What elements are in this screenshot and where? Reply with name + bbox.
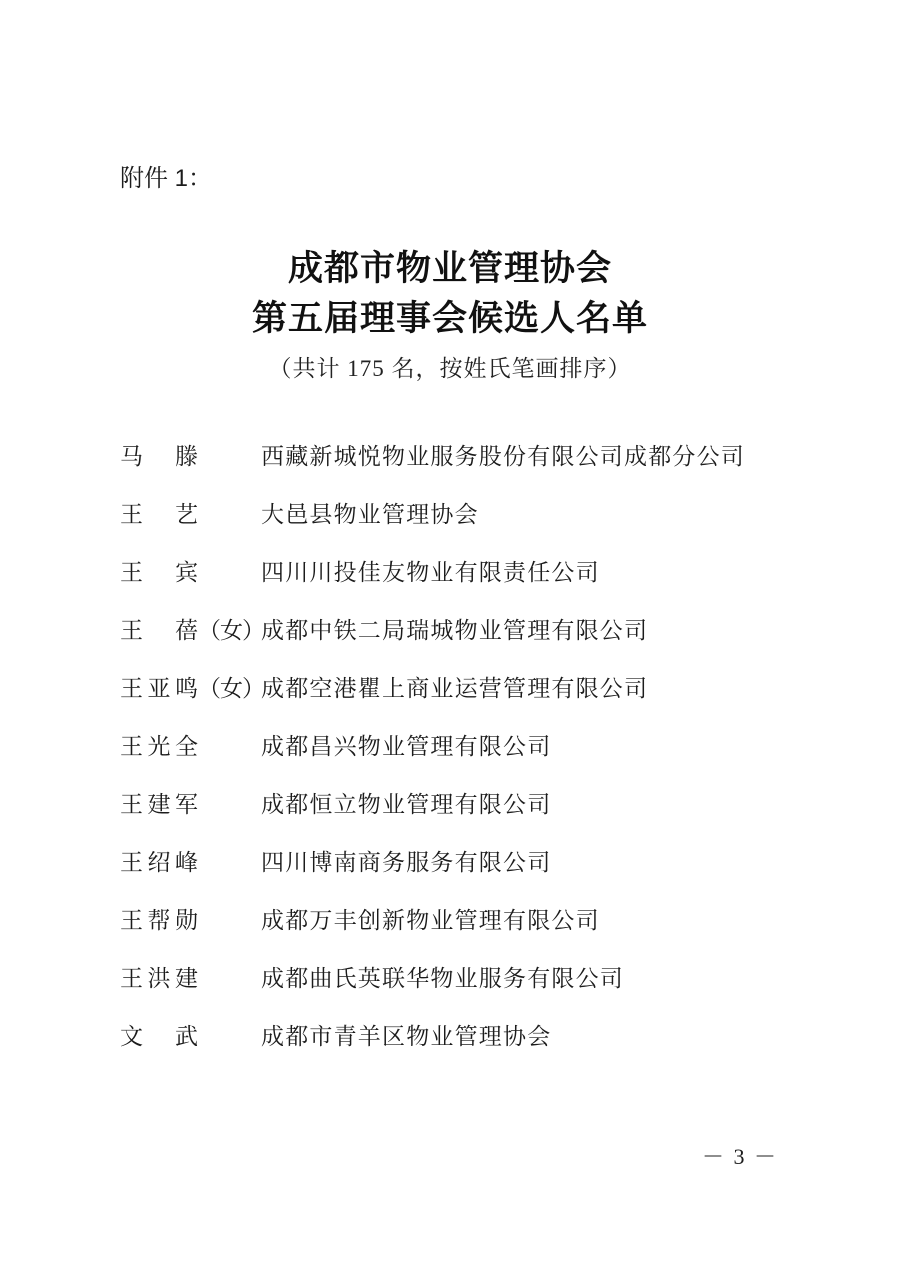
title-line-1: 成都市物业管理协会 — [287, 249, 612, 288]
candidate-name: 文武 — [120, 1024, 198, 1049]
candidate-row — [120, 444, 780, 470]
candidate-company: 成都恒立物业管理有限公司 — [261, 792, 552, 817]
candidate-company: 成都曲氏英联华物业服务有限公司 — [261, 966, 624, 991]
candidate-row — [120, 966, 780, 992]
candidate-gender-marker: （女） — [198, 618, 264, 643]
document-subtitle: （共计 175 名，按姓氏笔画排序） — [268, 356, 632, 381]
candidate-name: 王建军 — [120, 792, 198, 817]
candidate-name: 王帮勋 — [120, 908, 198, 933]
candidate-name: 王洪建 — [120, 966, 198, 991]
candidate-name: 马滕 — [120, 444, 198, 469]
document-title — [0, 244, 900, 344]
candidate-row — [120, 850, 780, 876]
candidate-row — [120, 676, 780, 702]
candidate-company: 成都中铁二局瑞城物业管理有限公司 — [261, 618, 649, 643]
candidate-company: 成都万丰创新物业管理有限公司 — [261, 908, 600, 933]
candidate-name: 王艺 — [120, 502, 198, 527]
candidate-company: 大邑县物业管理协会 — [261, 502, 479, 527]
candidate-row — [120, 560, 780, 586]
page-number: － 3 － — [701, 1144, 778, 1169]
candidate-row — [120, 792, 780, 818]
attachment-label: 附件 1： — [120, 165, 213, 192]
title-line-2: 第五届理事会候选人名单 — [251, 299, 648, 338]
candidate-company: 成都空港瞿上商业运营管理有限公司 — [261, 676, 649, 701]
candidate-row — [120, 618, 780, 644]
candidate-list — [120, 444, 780, 1050]
candidate-gender-marker: （女） — [198, 676, 264, 701]
candidate-row — [120, 1024, 780, 1050]
candidate-row — [120, 908, 780, 934]
candidate-company: 四川博南商务服务有限公司 — [261, 850, 552, 875]
candidate-row — [120, 734, 780, 760]
candidate-company: 成都昌兴物业管理有限公司 — [261, 734, 552, 759]
candidate-name: 王绍峰 — [120, 850, 198, 875]
candidate-name: 王光全 — [120, 734, 198, 759]
candidate-row — [120, 502, 780, 528]
candidate-company: 四川川投佳友物业有限责任公司 — [261, 560, 600, 585]
candidate-name: 王宾 — [120, 560, 198, 585]
candidate-name: 王亚鸣 — [120, 676, 198, 701]
candidate-company: 成都市青羊区物业管理协会 — [261, 1024, 552, 1049]
candidate-name: 王蓓 — [120, 618, 198, 643]
candidate-company: 西藏新城悦物业服务股份有限公司成都分公司 — [261, 444, 745, 469]
